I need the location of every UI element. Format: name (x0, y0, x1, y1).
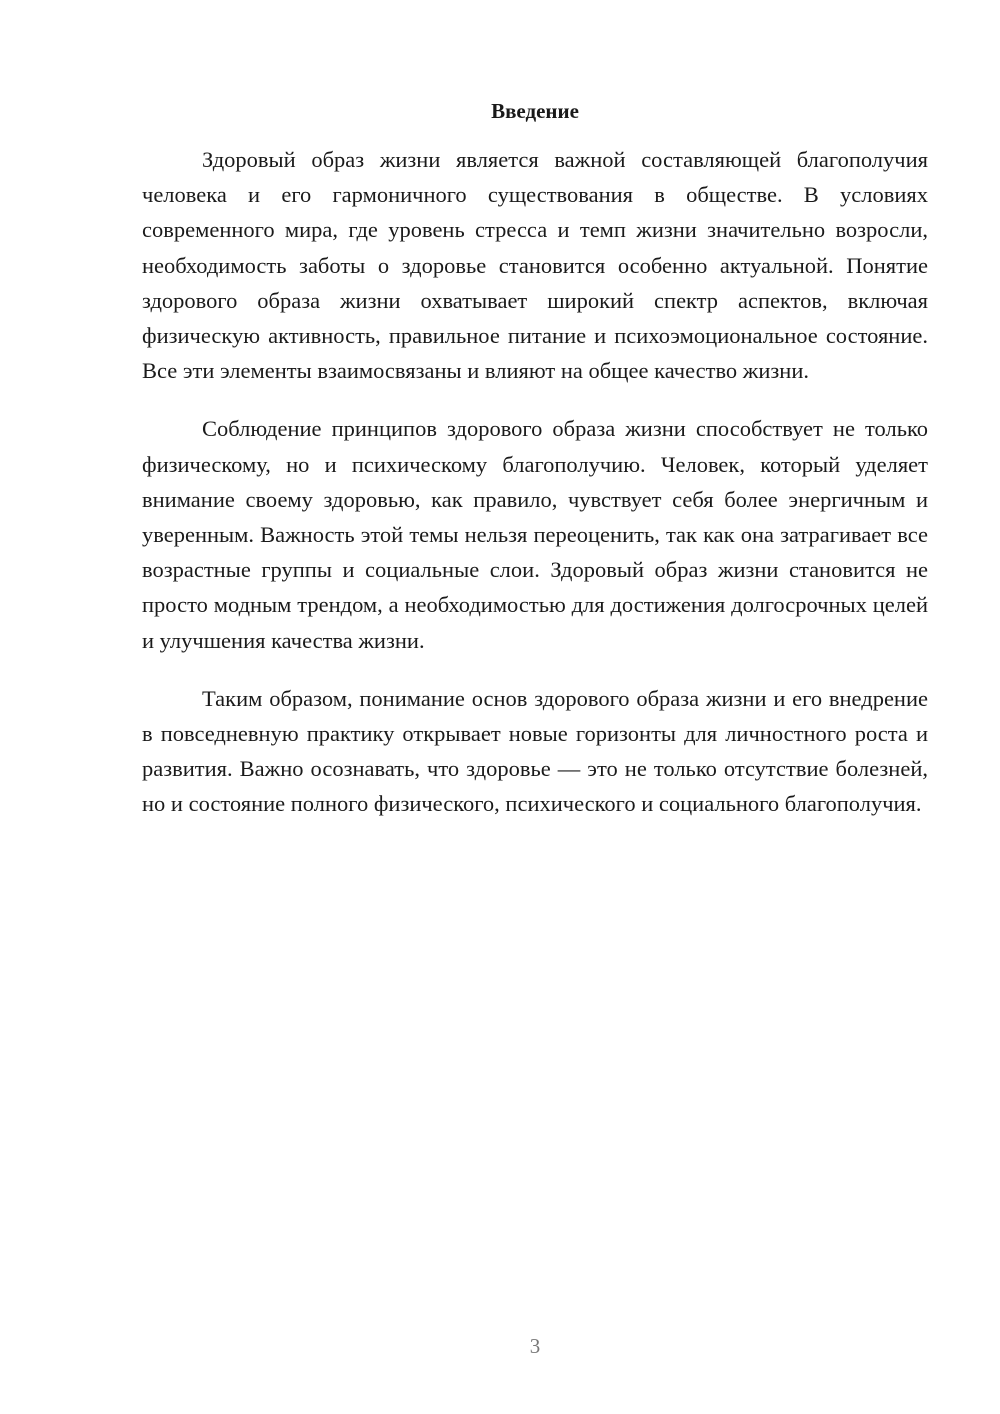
body-text (142, 142, 928, 845)
page-number: 3 (529, 1334, 541, 1358)
paragraph-2: Соблюдение принципов здорового образа жизни способствует не только физическому, но и психическому благополучию. Человек, который уделяет внимание своему здоровью, как правило, чувствует себя более энергичным и уверенным. Важность этой темы нельзя переоценить, так как она затрагивает все возрастные группы и социальные слои. Здоровый образ жизни становится не просто модным трендом, а необходимостью для достижения долгосрочных целей и улучшения качества жизни. (142, 416, 928, 653)
paragraph-3: Таким образом, понимание основ здорового образа жизни и его внедрение в повседневную практику открывает новые горизонты для личностного роста и развития. Важно осознавать, что здоровье — это не только отсутствие болезней, но и состояние полного физического, психического и социального благополучия. (142, 685, 928, 817)
paragraph-1: Здоровый образ жизни является важной составляющей благополучия человека и его гармоничного существования в обществе. В условиях современного мира, где уровень стресса и темп жизни значительно возросли, необходимость заботы о здоровье становится особенно актуальной. Понятие здорового образа жизни охватывает широкий спектр аспектов, включая физическую активность, правильное питание и психоэмоциональное состояние. Все эти элементы взаимосвязаны и влияют на общее качество жизни. (142, 147, 928, 384)
section-heading: Введение (491, 99, 579, 123)
